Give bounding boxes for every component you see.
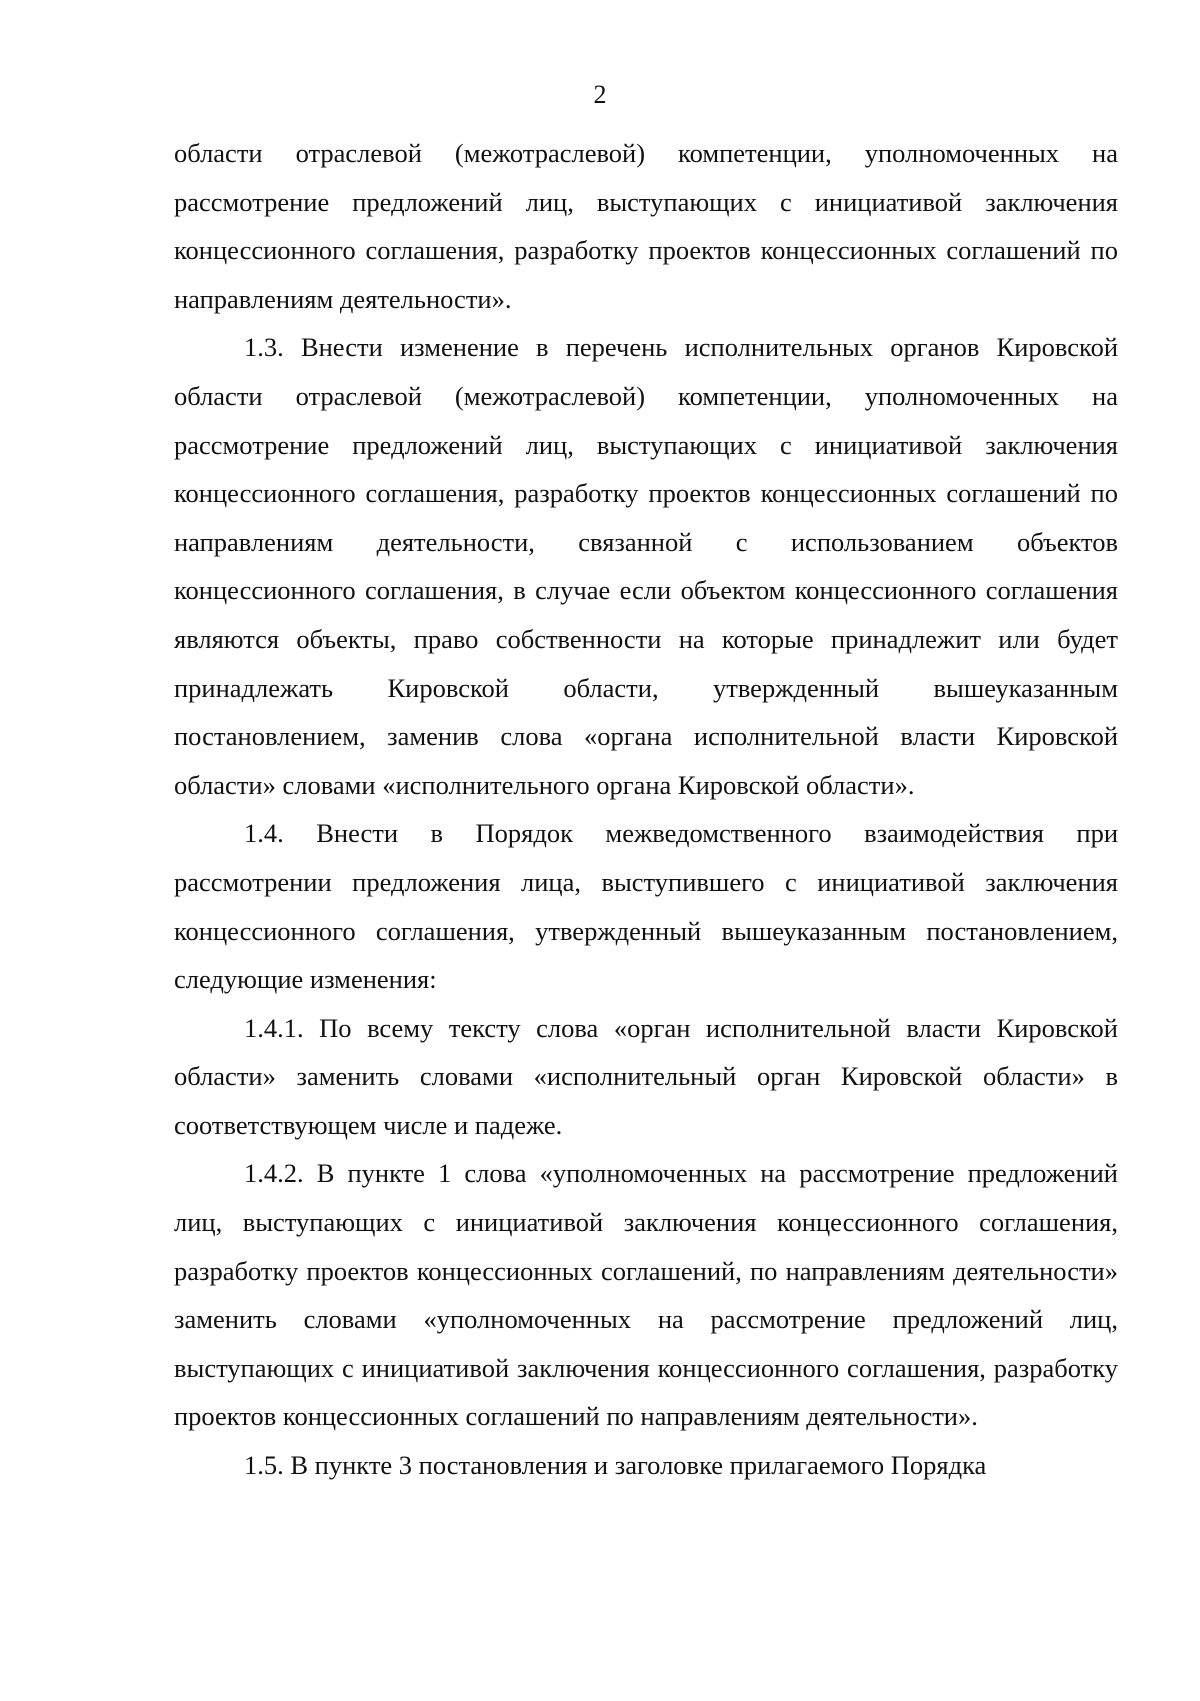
page-number: 2 [593, 80, 607, 109]
document-body [174, 129, 1118, 1490]
paragraph-1-4-1: 1.4.1. По всему тексту слова «орган исполнительной власти Кировской области» заменить словами «исполнительный орган Кировской области» в соответствующем числе и падеже. [174, 1012, 1118, 1140]
paragraph-1-4-2: 1.4.2. В пункте 1 слова «уполномоченных на рассмотрение предложений лиц, выступающих с инициативой заключения концессионного соглашения, разработку проектов концессионных соглашений, по направлениям деятельности» заменить словами «уполномоченных на рассмотрение предложений лиц, выступающих с инициативой заключения концессионного соглашения, разработку проектов концессионных соглашений по направлениям деятельности». [174, 1158, 1118, 1432]
paragraph-1-5: 1.5. В пункте 3 постановления и заголовке прилагаемого Порядка [244, 1450, 987, 1481]
paragraph-1-3: 1.3. Внести изменение в перечень исполнительных органов Кировской области отраслевой (межотраслевой) компетенции, уполномоченных на рассмотрение предложений лиц, выступающих с инициативой заключения концессионного соглашения, разработку проектов концессионных соглашений по направлениям деятельности, связанной с использованием объектов концессионного соглашения, в случае если объектом концессионного соглашения являются объекты, право собственности на которые принадлежит или будет принадлежать Кировской области, утвержденный вышеуказанным постановлением, заменив слова «органа исполнительной власти Кировской области» словами «исполнительного органа Кировской области». [174, 332, 1118, 800]
paragraph-1-4: 1.4. Внести в Порядок межведомственного взаимодействия при рассмотрении предложения лица, выступившего с инициативой заключения концессионного соглашения, утвержденный вышеуказанным постановлением, следующие изменения: [174, 818, 1118, 995]
paragraph-continuation: области отраслевой (межотраслевой) компетенции, уполномоченных на рассмотрение предложений лиц, выступающих с инициативой заключения концессионного соглашения, разработку проектов концессионных соглашений по направлениям деятельности». [174, 138, 1118, 314]
